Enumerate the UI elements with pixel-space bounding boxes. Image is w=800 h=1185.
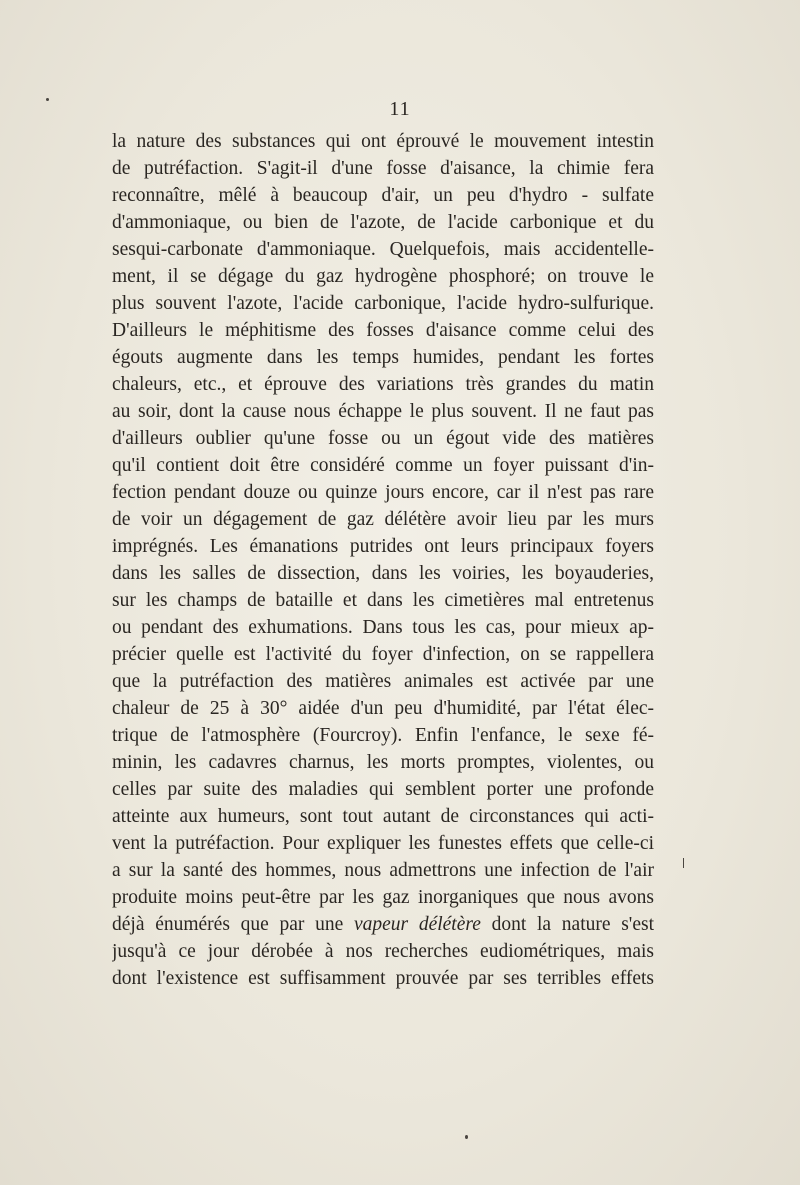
text-line: la nature des substances qui ont éprouvé le mouvement intestin <box>112 131 654 152</box>
text-line: chaleur de 25 à 30° aidée d'un peu d'humidité, par l'état élec- <box>112 698 654 719</box>
italic-phrase: vapeur délétère <box>353 914 481 935</box>
text-line: sesqui-carbonate d'ammoniaque. Quelquefois, mais accidentelle- <box>112 239 654 260</box>
text-line: vent la putréfaction. Pour expliquer les funestes effets que celle-ci <box>112 833 654 854</box>
text-line: ou pendant des exhumations. Dans tous les cas, pour mieux ap- <box>112 617 654 638</box>
text-line: ment, il se dégage du gaz hydrogène phosphoré; on trouve le <box>112 266 654 287</box>
text-line: a sur la santé des hommes, nous admettrons une infection de l'air <box>112 860 654 881</box>
text-line: reconnaître, mêlé à beaucoup d'air, un peu d'hydro - sulfate <box>112 185 654 206</box>
text-line: précier quelle est l'activité du foyer d'infection, on se rappellera <box>112 644 654 665</box>
text-line: atteinte aux humeurs, sont tout autant de circonstances qui acti- <box>112 806 654 827</box>
text-line: que la putréfaction des matières animales est activée par une <box>112 671 654 692</box>
text-line: dont l'existence est suffisamment prouvée par ses terribles effets <box>112 968 654 989</box>
paper-speck <box>683 858 684 868</box>
page-number: 11 <box>389 98 411 120</box>
text-line: fection pendant douze ou quinze jours encore, car il n'est pas rare <box>112 482 654 503</box>
text-line: jusqu'à ce jour dérobée à nos recherches eudiométriques, mais <box>112 941 654 962</box>
text-line: d'ailleurs oublier qu'une fosse ou un égout vide des matières <box>112 428 654 449</box>
text-line: minin, les cadavres charnus, les morts promptes, violentes, ou <box>112 752 654 773</box>
text-line: dans les salles de dissection, dans les voiries, les boyauderies, <box>112 563 654 584</box>
text-line: au soir, dont la cause nous échappe le plus souvent. Il ne faut pas <box>112 401 654 422</box>
text-line: égouts augmente dans les temps humides, pendant les fortes <box>112 347 654 368</box>
text-line: celles par suite des maladies qui semblent porter une profonde <box>112 779 654 800</box>
body-text <box>112 128 654 992</box>
text-line: de putréfaction. S'agit-il d'une fosse d'aisance, la chimie fera <box>112 158 654 179</box>
text-line: qu'il contient doit être considéré comme un foyer puissant d'in- <box>112 455 654 476</box>
text-line: sur les champs de bataille et dans les cimetières mal entretenus <box>112 590 654 611</box>
text-line: produite moins peut-être par les gaz inorganiques que nous avons <box>112 887 654 908</box>
text-line: D'ailleurs le méphitisme des fosses d'aisance comme celui des <box>112 320 654 341</box>
text-line: chaleurs, etc., et éprouve des variations très grandes du matin <box>112 374 654 395</box>
paper-speck <box>46 98 49 101</box>
text-line: déjà énumérés que par une vapeur délétère dont la nature s'est <box>112 914 654 935</box>
text-line: de voir un dégagement de gaz délétère avoir lieu par les murs <box>112 509 654 530</box>
text-line: trique de l'atmosphère (Fourcroy). Enfin l'enfance, le sexe fé- <box>112 725 654 746</box>
text-line: imprégnés. Les émanations putrides ont leurs principaux foyers <box>112 536 654 557</box>
text-line: plus souvent l'azote, l'acide carbonique, l'acide hydro-sulfurique. <box>112 293 654 314</box>
text-line: d'ammoniaque, ou bien de l'azote, de l'acide carbonique et du <box>112 212 654 233</box>
paper-speck <box>465 1135 468 1139</box>
